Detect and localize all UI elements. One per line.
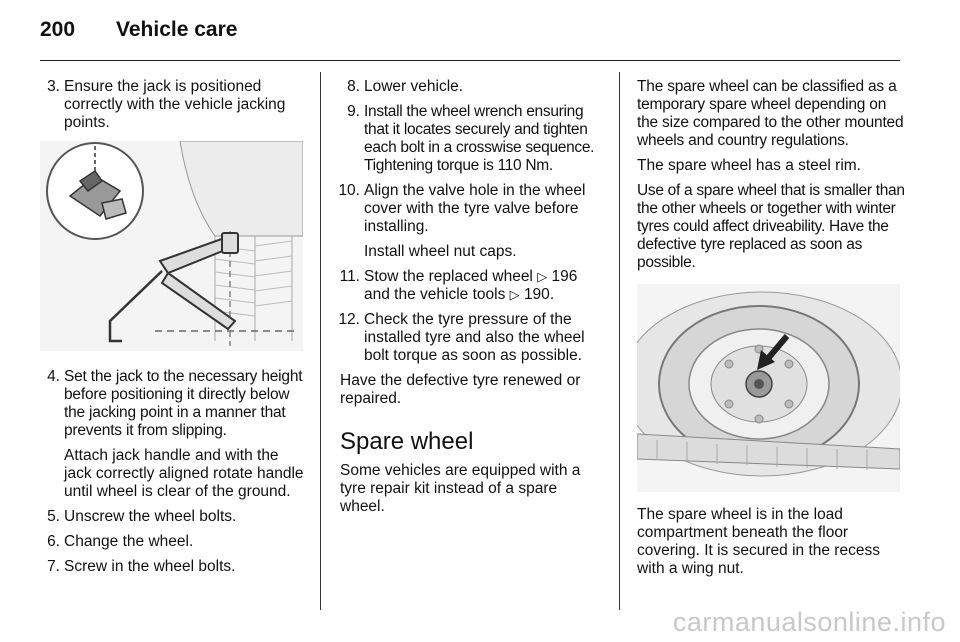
header-rule (40, 60, 900, 61)
step-number: 12. (338, 311, 360, 328)
car-jack-illustration-icon (40, 141, 303, 351)
step-number: 7. (47, 558, 60, 575)
spare-wheel-heading: Spare wheel (340, 428, 474, 455)
step-9 (340, 103, 606, 175)
step-number: 4. (47, 368, 60, 385)
step-number: 6. (47, 533, 60, 550)
step-text: Set the jack to the necessary height before positioning it directly below the jacking point in a manner that prevents it from slipping. (64, 368, 303, 439)
jack-figure (40, 141, 303, 351)
column-3 (637, 78, 905, 585)
step-10 (340, 182, 606, 261)
page-number: 200 (40, 18, 76, 41)
section-title: Vehicle care (116, 18, 238, 41)
page-ref-link[interactable]: 190 (523, 286, 550, 303)
step-text: Screw in the wheel bolts. (64, 558, 236, 575)
cross-reference-icon: ▷ (509, 287, 520, 302)
step-text: Unscrew the wheel bolts. (64, 508, 237, 525)
step-text: Lower vehicle. (364, 78, 464, 95)
step-6 (40, 533, 308, 551)
step-number: 3. (47, 78, 60, 95)
spare-wheel-figure (637, 284, 900, 492)
step-4 (40, 368, 308, 501)
step-7 (40, 558, 308, 576)
cross-reference-icon: ▷ (537, 269, 548, 284)
paragraph: Use of a spare wheel that is smaller than the other wheels or together with winter tyres could affect driveability. Have the defective tyre replaced as soon as possible. (637, 182, 905, 271)
step-number: 11. (339, 268, 360, 285)
step-subtext: Install wheel nut caps. (364, 243, 517, 260)
step-text: Stow the replaced wheel ▷ 196 and the vehicle tools ▷ 190. (364, 268, 578, 303)
step-text: Change the wheel. (64, 533, 194, 550)
step-3 (40, 78, 308, 132)
step-5 (40, 508, 308, 526)
step-text: Install the wheel wrench ensuring that it locates securely and tighten each bolt in a crosswise sequence. Tightening torque is 110 Nm. (364, 103, 595, 174)
column-divider-2 (619, 72, 620, 610)
step-number: 9. (347, 103, 360, 120)
column-2 (340, 78, 606, 523)
page-ref-link[interactable]: 196 (551, 268, 578, 285)
step-text: Ensure the jack is positioned correctly with the vehicle jacking points. (64, 78, 286, 131)
paragraph: Have the defective tyre renewed or repaired. (340, 372, 581, 407)
paragraph: The spare wheel can be classified as a temporary spare wheel depending on the size compared to the other mounted wheels and country regulations. (637, 78, 904, 149)
spare-wheel-illustration-icon (637, 284, 900, 492)
watermark: carmanualsonline.info (672, 607, 946, 637)
step-subtext: Attach jack handle and with the jack correctly aligned rotate handle until wheel is clear of the ground. (64, 447, 304, 500)
paragraph: Some vehicles are equipped with a tyre repair kit instead of a spare wheel. (340, 462, 581, 515)
column-1 (40, 78, 308, 583)
paragraph: The spare wheel is in the load compartment beneath the floor covering. It is secured in the recess with a wing nut. (637, 506, 880, 577)
step-12 (340, 311, 606, 365)
step-11 (340, 268, 606, 304)
step-number: 5. (47, 508, 60, 525)
step-number: 10. (338, 182, 360, 199)
paragraph: The spare wheel has a steel rim. (637, 157, 861, 174)
step-text: Check the tyre pressure of the installed tyre and also the wheel bolt torque as soon as possible. (364, 311, 585, 364)
step-8 (340, 78, 606, 96)
step-text: Align the valve hole in the wheel cover with the tyre valve before installing. (364, 182, 586, 235)
step-number: 8. (347, 78, 360, 95)
column-divider-1 (320, 72, 321, 610)
